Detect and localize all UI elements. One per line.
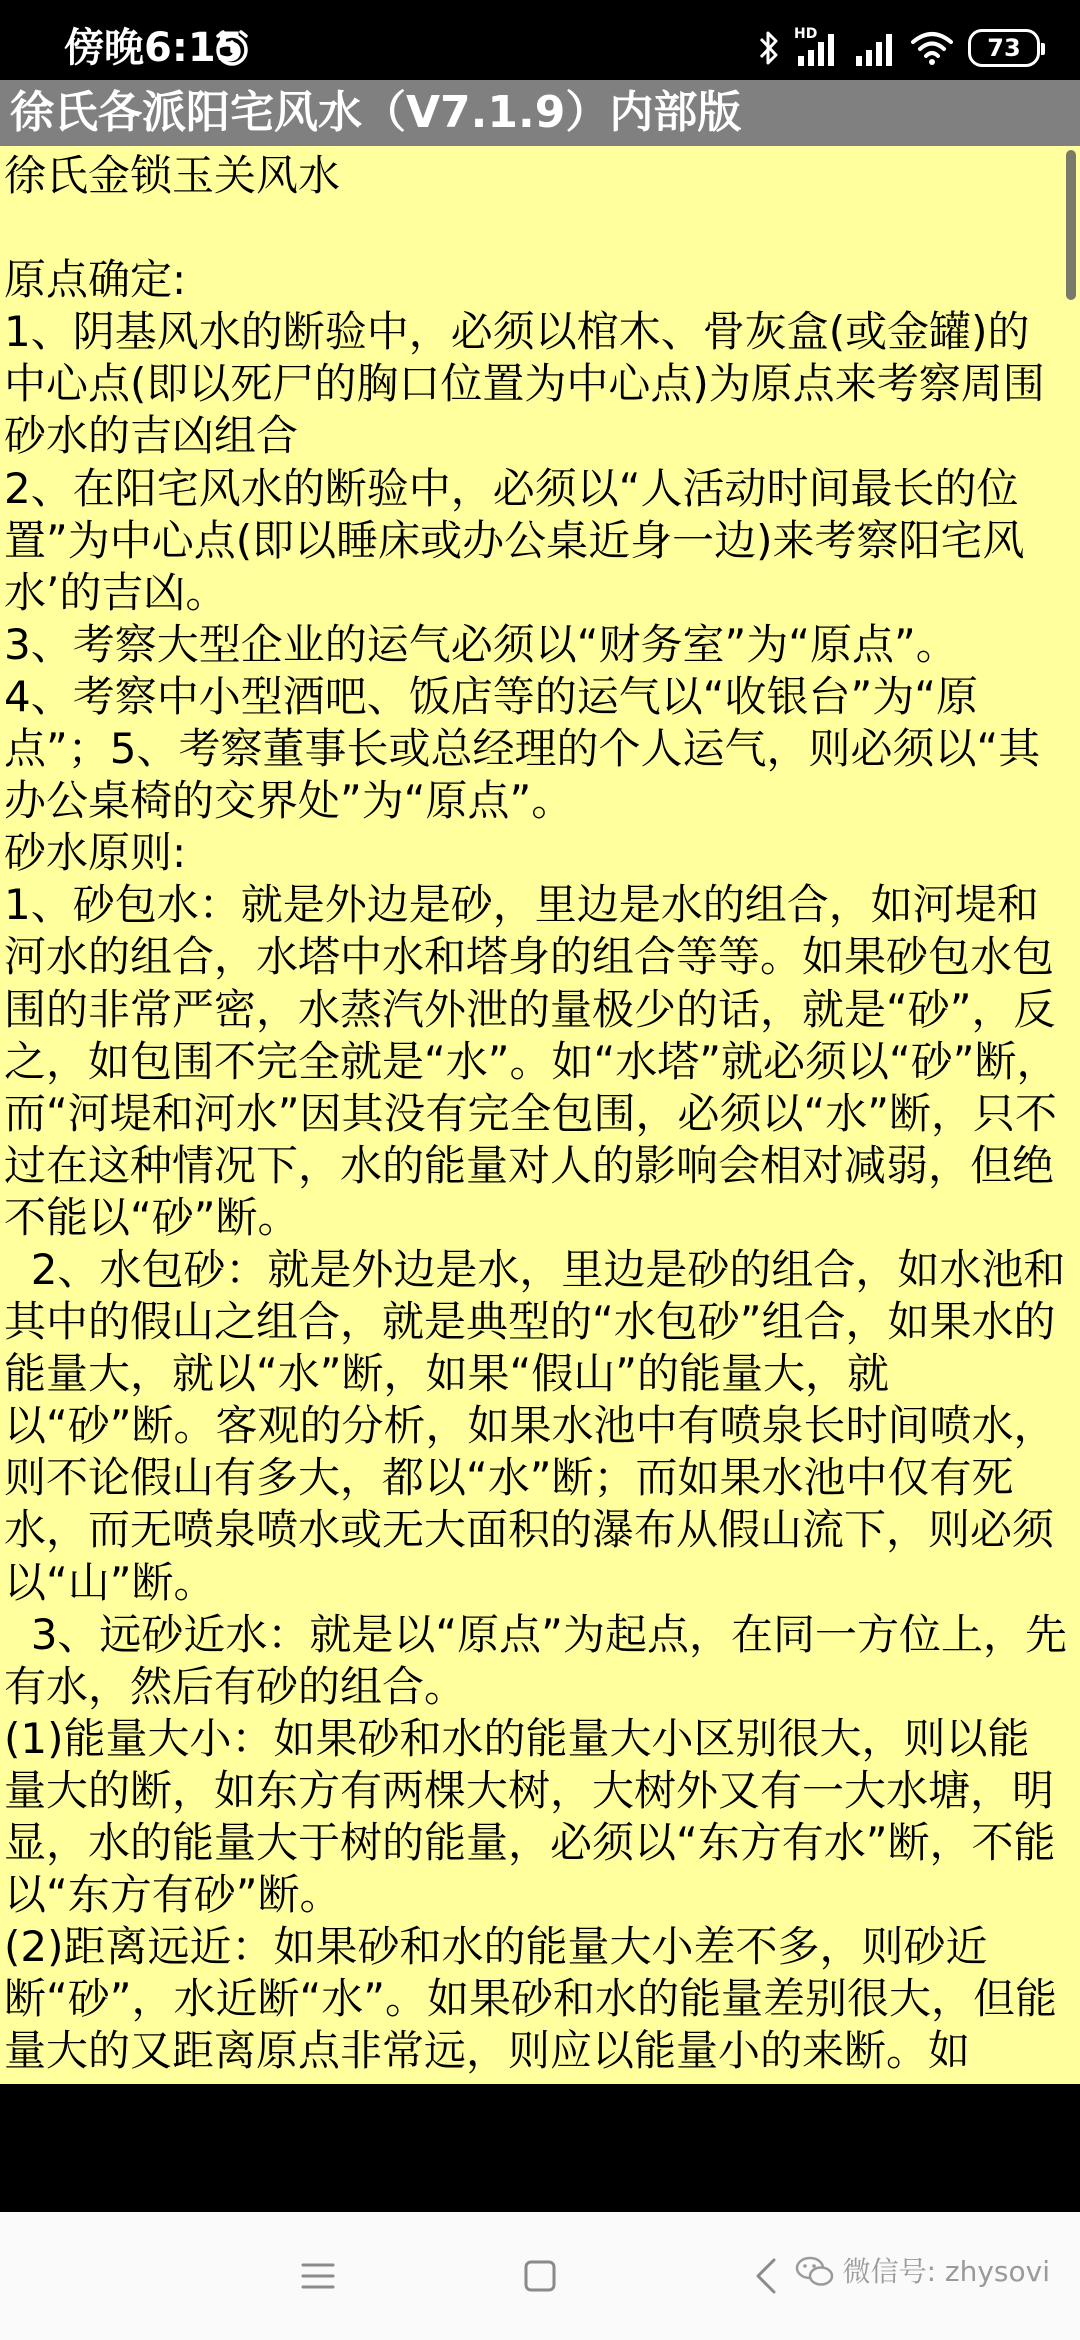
back-icon	[754, 2257, 778, 2295]
blank-area	[0, 2084, 1080, 2212]
watermark-text: 微信号: zhysovi	[842, 2255, 1050, 2288]
watermark	[795, 2252, 1050, 2292]
battery-level: 73	[987, 34, 1021, 62]
scrollbar-thumb[interactable]	[1066, 150, 1076, 300]
menu-icon	[301, 2261, 335, 2291]
wechat-logo-icon	[795, 2255, 835, 2289]
wifi-icon	[910, 30, 954, 66]
app-title-bar	[0, 80, 1080, 146]
home-button[interactable]	[512, 2248, 568, 2304]
back-button[interactable]	[738, 2248, 794, 2304]
article-content[interactable]	[0, 146, 1080, 2084]
battery-icon	[968, 29, 1040, 67]
cellular-signal-icon	[854, 28, 896, 68]
hd-signal-group	[794, 28, 840, 68]
cellular-signal-icon	[794, 28, 840, 68]
bluetooth-icon	[758, 29, 780, 67]
status-indicators	[758, 26, 1040, 70]
navigation-bar	[0, 2212, 1080, 2340]
app-title: 徐氏各派阳宅风水（V7.1.9）内部版	[10, 87, 742, 138]
alarm-clock-icon	[212, 28, 252, 68]
hd-label: HD	[794, 26, 818, 42]
status-time: 傍晚6:15	[64, 25, 244, 71]
menu-button[interactable]	[290, 2248, 346, 2304]
article-text: 徐氏金锁玉关风水 原点确定: 1、阴基风水的断验中，必须以棺木、骨灰盒(或金罐)的中心点(即以死尸的胸口位置为中心点)为原点来考察周围砂水的吉凶组合 2、在阳宅风水的断验中，必须以“人活动时间最长的位置”为中心点(即以睡床或办公桌近身一边)来考察阳宅风水’的吉凶。 3、考察大型企业的运气必须以“财务室”为“原点”。 4、考察中小型酒吧、饭店等的运气以“收银台”为“原点”；5、考察董事长或总经理的个人运气，则必须以“其办公桌椅的交界处”为“原点”。 砂水原则: 1、砂包水：就是外边是砂，里边是水的组合，如河堤和河水的组合，水塔中水和塔身的组合等等。如果砂包水包围的非常严密，水蒸汽外泄的量极少的话，就是“砂”，反之，如包围不完全就是“水”。如“水塔”就必须以“砂”断，而“河堤和河水”因其没有完全包围，必须以“水”断，只不过在这种情况下，水的能量对人的影响会相对减弱，但绝不能以“砂”断。 2、水包砂：就是外边是水，里边是砂的组合，如水池和其中的假山之组合，就是典型的“水包砂”组合，如果水的能量大，就以“水”断，如果“假山”的能量大，就以“砂”断。客观的分析，如果水池中有喷泉长时间喷水，则不论假山有多大，都以“水”断；而如果水池中仅有死水，而无喷泉喷水或无大面积的瀑布从假山流下，则必须以“山”断。 3、远砂近水：就是以“原点”为起点，在同一方位上，先有水，然后有砂的组合。 (1)能量大小：如果砂和水的能量大小区别很大，则以能量大的断，如东方有两棵大树，大树外又有一大水塘，明显，水的能量大于树的能量，必须以“东方有水”断，不能以“东方有砂”断。 (2)距离远近：如果砂和水的能量大小差不多，则砂近断“砂”，水近断“水”。如果砂和水的能量差别很大，但能量大的又距离原点非常远，则应以能量小的来断。如	[4, 151, 1067, 2076]
square-icon	[523, 2259, 557, 2293]
